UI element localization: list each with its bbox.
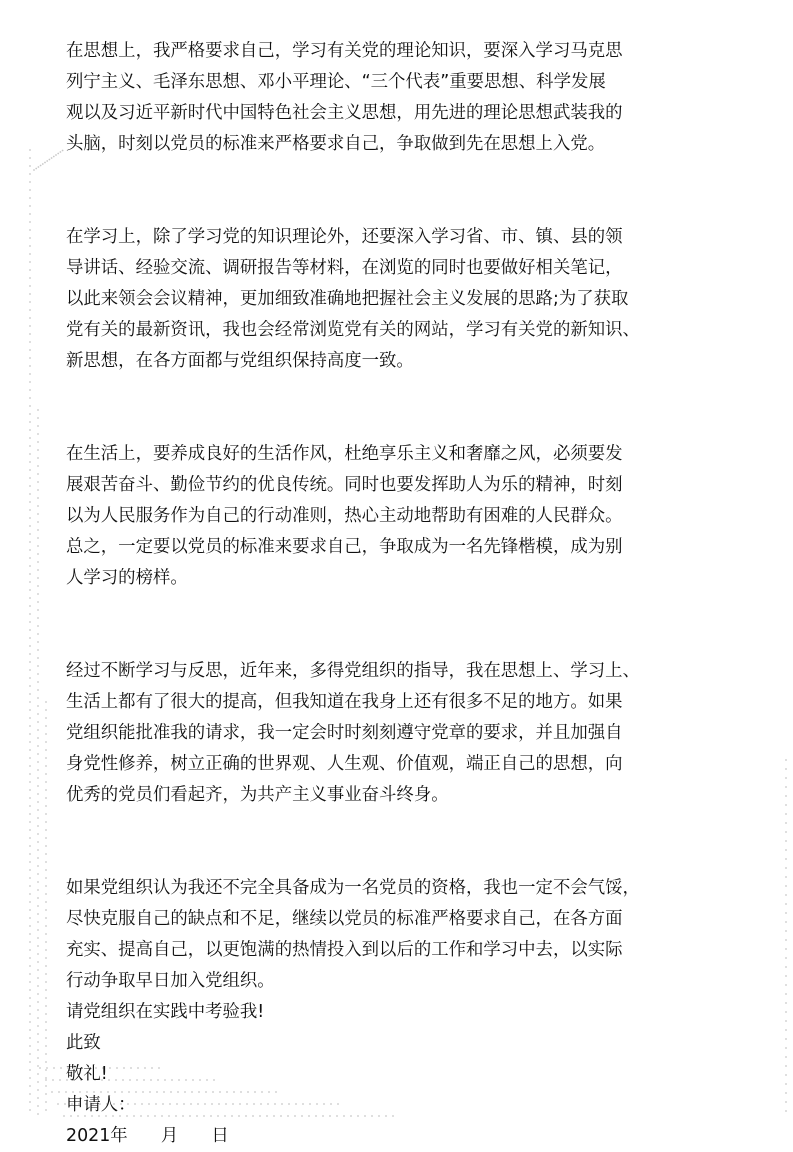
paragraph-line: 优秀的党员们看起齐，为共产主义事业奋斗终身。 [66,785,449,805]
request-line: 请党组织在实践中考验我! [66,1002,265,1022]
paragraph-line: 观以及习近平新时代中国特色社会主义思想，用先进的理论思想武装我的 [66,103,623,123]
paragraph-line: 总之，一定要以党员的标准来要求自己，争取成为一名先锋楷模，成为别 [66,537,623,557]
paragraph-gap [66,160,696,222]
paragraph-line: 行动争取早日加入党组织。 [66,971,275,991]
paragraph-line: 人学习的榜样。 [66,568,188,588]
document-body [66,36,696,1152]
applicant-label: 申请人： [66,1095,136,1115]
paragraph-line: 导讲话、经验交流、调研报告等材料，在浏览的同时也要做好相关笔记， [66,258,623,278]
paragraph-thought [66,36,696,160]
paragraph-line: 展艰苦奋斗、勤俭节约的优良传统。同时也要发挥助人为乐的精神，时刻 [66,475,623,495]
paragraph-line: 生活上都有了很大的提高，但我知道在我身上还有很多不足的地方。如果 [66,692,623,712]
paragraph-line: 充实、提高自己，以更饱满的热情投入到以后的工作和学习中去，以实际 [66,940,623,960]
paragraph-line: 头脑，时刻以党员的标准来严格要求自己，争取做到先在思想上入党。 [66,134,606,154]
paragraph-line: 列宁主义、毛泽东思想、邓小平理论、“三个代表”重要思想、科学发展 [66,72,606,92]
paragraph-commitment [66,873,696,997]
paragraph-line: 以为人民服务作为自己的行动准则，热心主动地帮助有困难的人民群众。 [66,506,623,526]
closing-block [66,997,696,1152]
paragraph-line: 新思想，在各方面都与党组织保持高度一致。 [66,351,414,371]
paragraph-line: 以此来领会会议精神，更加细致准确地把握社会主义发展的思路;为了获取 [66,289,629,309]
paragraph-life [66,439,696,594]
paragraph-line: 尽快克服自己的缺点和不足，继续以党员的标准严格要求自己，在各方面 [66,909,623,929]
paragraph-gap [66,377,696,439]
paragraph-line: 在学习上，除了学习党的知识理论外，还要深入学习省、市、镇、县的领 [66,227,623,247]
paragraph-line: 身党性修养，树立正确的世界观、人生观、价值观，端正自己的思想，向 [66,754,623,774]
paragraph-study [66,222,696,377]
paragraph-line: 经过不断学习与反思，近年来，多得党组织的指导，我在思想上、学习上、 [66,661,640,681]
date-line: 2021年 月 日 [66,1126,229,1146]
paragraph-line: 在生活上，要养成良好的生活作风，杜绝享乐主义和奢靡之风，必须要发 [66,444,623,464]
paragraph-reflection [66,656,696,811]
paragraph-gap [66,594,696,656]
paragraph-line: 党组织能批准我的请求，我一定会时时刻刻遵守党章的要求，并且加强自 [66,723,623,743]
salutation-line: 敬礼! [66,1064,108,1084]
paragraph-line: 在思想上，我严格要求自己，学习有关党的理论知识，要深入学习马克思 [66,41,623,61]
salutation-line: 此致 [66,1033,101,1053]
paragraph-gap [66,811,696,873]
paragraph-line: 党有关的最新资讯，我也会经常浏览党有关的网站，学习有关党的新知识、 [66,320,640,340]
paragraph-line: 如果党组织认为我还不完全具备成为一名党员的资格，我也一定不会气馁， [66,878,640,898]
